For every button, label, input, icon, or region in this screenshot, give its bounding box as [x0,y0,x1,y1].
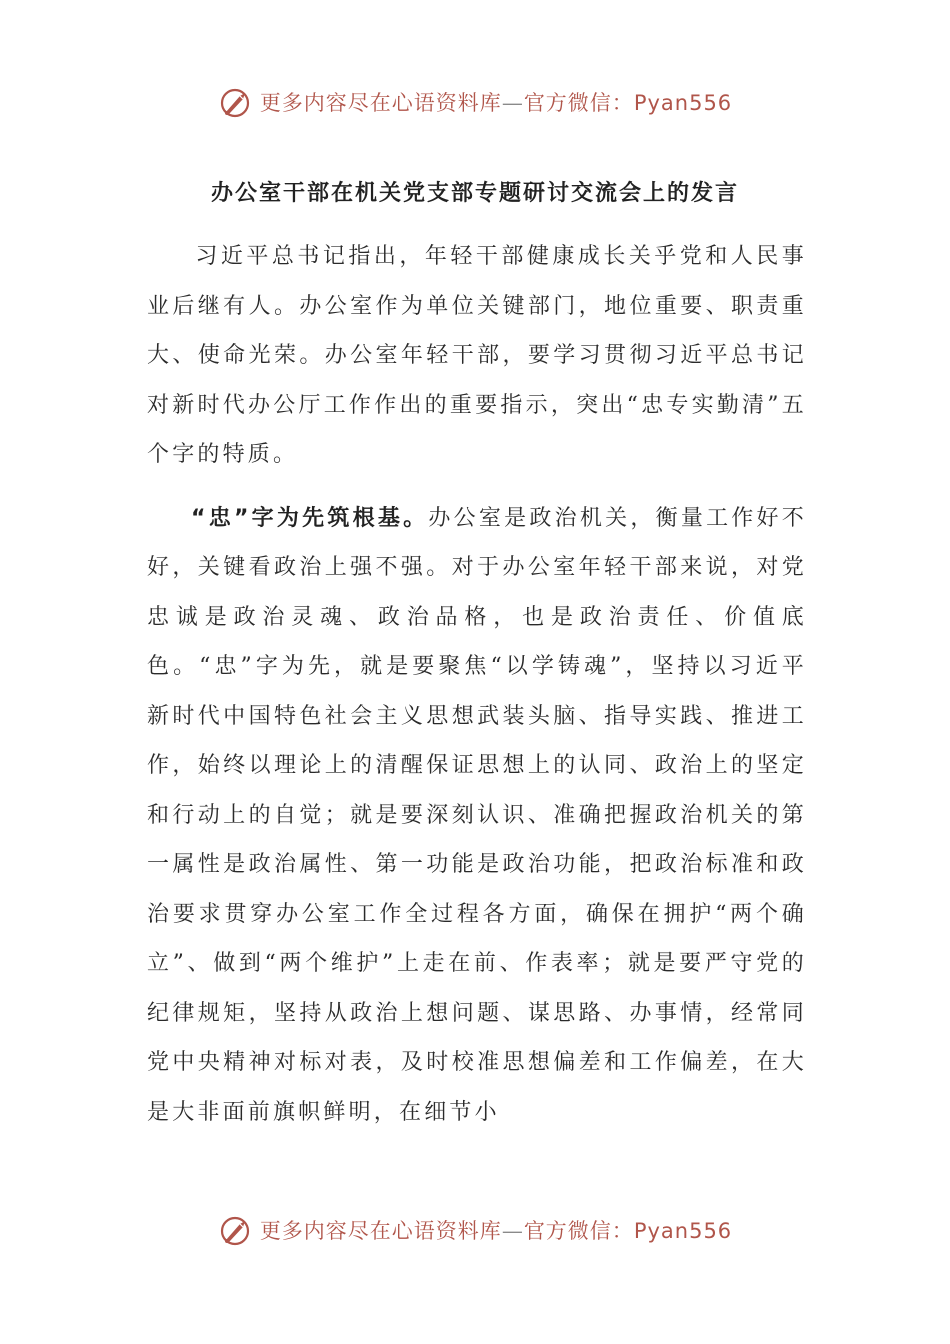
watermark-text [260,87,732,117]
watermark-account: Pyan556 [633,1219,733,1243]
watermark-brand: 更多内容尽在心语资料库 [259,1219,502,1243]
paragraph-text: 习近平总书记指出，年轻干部健康成长关乎党和人民事业后继有人。办公室作为单位关键部门，地位重要、职责重大、使命光荣。办公室年轻干部，要学习贯彻习近平总书记对新时代办公厅工作作出的重要指示，突出“忠专实勤清”五个字的特质。 [147,244,807,467]
watermark-label: 官方微信： [523,1219,634,1243]
header-watermark [0,82,950,122]
footer-watermark [0,1210,950,1250]
paragraph-loyalty [147,494,807,1138]
watermark-separator: — [501,1219,524,1243]
document-title: 办公室干部在机关党支部专题研讨交流会上的发言 [210,181,739,206]
watermark-account: Pyan556 [633,91,733,115]
watermark-label: 官方微信： [523,91,634,115]
paragraph-lead: “忠”字为先筑根基。 [191,505,429,531]
paragraph-text: 办公室是政治机关，衡量工作好不好，关键看政治上强不强。对于办公室年轻干部来说，对党忠诚是政治灵魂、政治品格，也是政治责任、价值底色。“忠”字为先，就是要聚焦“以学铸魂”，坚持以习近平新时代中国特色社会主义思想武装头脑、指导实践、推进工作，始终以理论上的清醒保证思想上的认同、政治上的坚定和行动上的自觉；就是要深刻认识、准确把握政治机关的第一属性是政治属性、第一功能是政治功能，把政治标准和政治要求贯穿办公室工作全过程各方面，确保在拥护“两个确立”、做到“两个维护”上走在前、作表率；就是要严守党的纪律规矩，坚持从政治上想问题、谋思路、办事情，经常同党中央精神对标对表，及时校准思想偏差和工作偏差，在大是大非面前旗帜鲜明，在细节小 [147,505,807,1125]
document-body [147,232,807,1149]
paragraph-intro [147,232,807,480]
watermark-brand: 更多内容尽在心语资料库 [259,91,502,115]
pen-nib-circle-icon [218,84,254,120]
watermark-separator: — [501,91,524,115]
pen-nib-circle-icon [218,1212,254,1248]
watermark-text [260,1215,732,1245]
